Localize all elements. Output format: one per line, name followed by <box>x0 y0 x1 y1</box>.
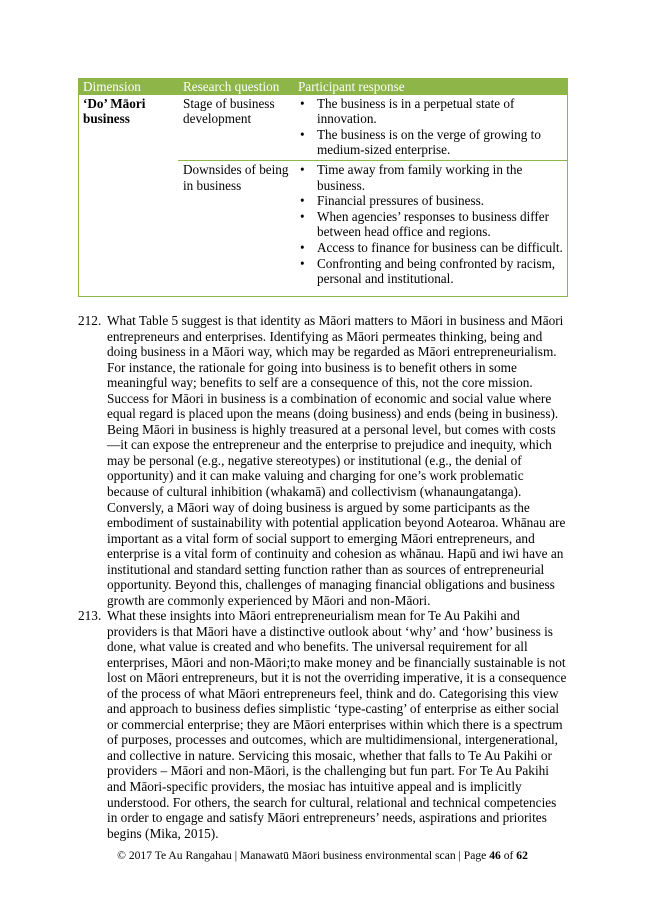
question-cell: Stage of business development <box>178 95 293 161</box>
list-item: • Access to finance for business can be difficult. <box>298 240 564 256</box>
list-item: • The business is in a perpetual state of innovation. <box>298 96 564 127</box>
table-header-row <box>78 78 568 95</box>
list-item: • Time away from family working in the business. <box>298 162 564 193</box>
header-dimension: Dimension <box>78 78 178 95</box>
dimension-cell: ‘Do’ Māori business <box>83 95 146 127</box>
paragraph-text: What these insights into Māori entrepreneurialism mean for Te Au Pakihi and providers is that Māori have a distinctive outlook about ‘why’ and ‘how’ business is done, what value is created and who benefits. The universal requirement for all enterprises, Māori and non-Māori;to make money and be financially sustainable is not lost on Māori entrepreneurs, but it is not the overriding imperative, it is a consequence of the process of what Māori entrepreneurs feel, think and do. Categorising this view and approach to business defies simplistic ‘type-casting’ of enterprise as either social or commercial enterprise; they are Māori enterprises within which there is a spectrum of purposes, processes and outcomes, which are multidimensional, intergenerational, and collective in nature. Servicing this mosaic, whether that falls to Te Au Pakihi or providers – Māori and non-Māori, is the challenging but fun part. For Te Au Pakihi and Māori-specific providers, the mosiac has intuitive appeal and is implicitly understood. For others, the search for cultural, relational and technical competencies in order to engage and satisfy Māori entrepreneurs’ needs, aspirations and priorites begins (Mika, 2015). <box>107 608 567 841</box>
list-item: • The business is on the verge of growing to medium-sized enterprise. <box>298 127 564 158</box>
findings-table <box>78 78 568 289</box>
paragraph-number: 212. <box>78 313 102 328</box>
footer-text: © 2017 Te Au Rangahau | Manawatū Māori business environmental scan | Page <box>117 849 490 862</box>
page-footer <box>0 849 645 862</box>
paragraph-213 <box>78 608 568 841</box>
footer-of: of <box>500 849 517 862</box>
question-cell: Downsides of being in business <box>183 161 289 193</box>
list-item: • When agencies’ responses to business differ between head office and regions. <box>298 209 564 240</box>
list-item: • Confronting and being confronted by racism, personal and institutional. <box>298 256 564 287</box>
list-item: • Financial pressures of business. <box>298 193 564 209</box>
page-number: 46 <box>489 849 501 862</box>
page-total: 62 <box>516 849 528 862</box>
paragraph-number: 213. <box>78 608 102 623</box>
paragraph-text: What Table 5 suggest is that identity as Māori matters to Māori in business and Māori entrepreneurs and enterprises. Identifying as Māori permeates thinking, being and doing business in a Māori way, which may be regarded as Māori entrepreneurialism. For instance, the rationale for going into business is to benefit others in some meaningful way; benefits to self are a consequence of this, not the core mission. Success for Māori in business is a combination of economic and social value where equal regard is placed upon the means (doing business) and ends (being in business). Being Māori in business is highly treasured at a personal level, but comes with costs—it can expose the entrepreneur and the enterprise to prejudice and inequity, which may be personal (e.g., negative stereotypes) or institutional (e.g., the denial of opportunity) and it can make valuing and charging for one’s work problematic because of cultural inhibition (whakamā) and collectivism (whanaungatanga). Conversly, a Māori way of doing business is argued by some participants as the embodiment of sustainability with potential application beyond Aotearoa. Whānau are important as a vital form of social support to emerging Māori entrepreneurs, and enterprise is a vital form of continuity and cohesion as whānau. Hapū and iwi have an institutional and standard setting function rather than as sources of entrepreneurial opportunity. Beyond this, challenges of managing financial obligations and business growth are commonly experienced by Māori and non-Māori. <box>107 313 566 608</box>
response-cell <box>293 95 568 161</box>
response-cell <box>293 160 568 288</box>
header-participant-response: Participant response <box>293 78 568 95</box>
header-research-question: Research question <box>178 78 293 95</box>
table-row <box>78 95 568 161</box>
paragraph-212 <box>78 313 568 608</box>
